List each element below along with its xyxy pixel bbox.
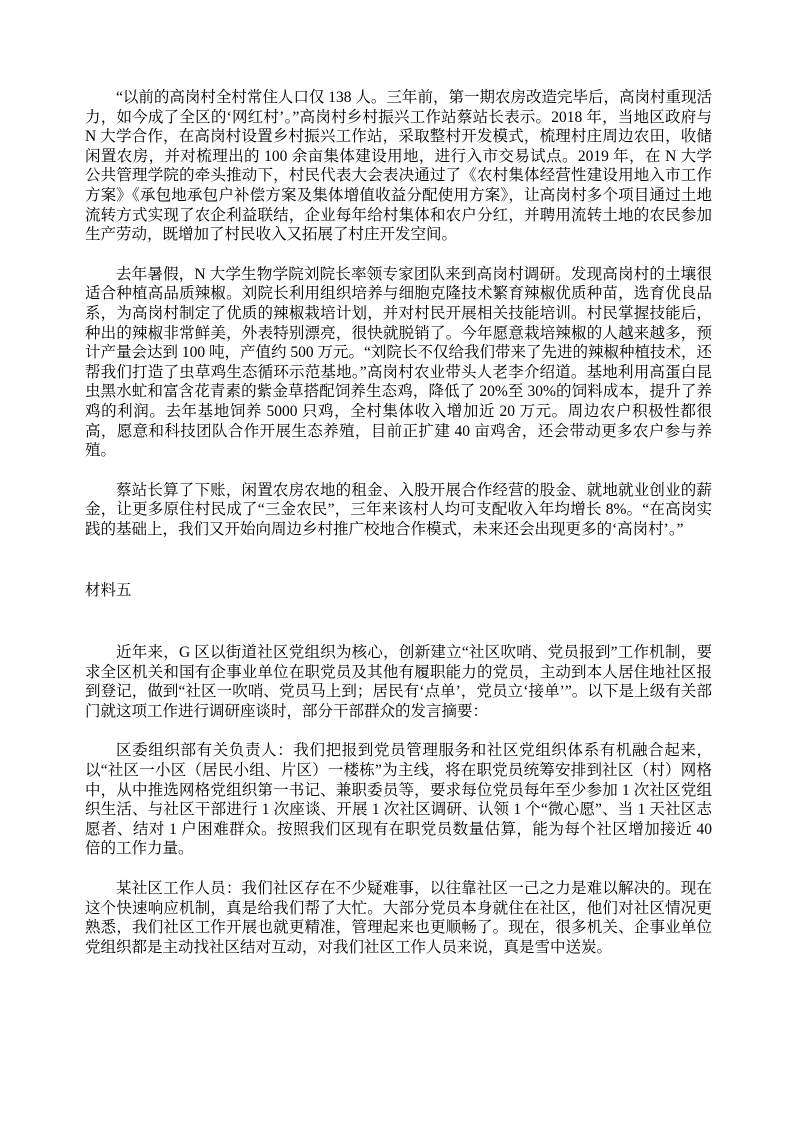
paragraph-chili-and-chicken: 去年暑假，N 大学生物学院刘院长率领专家团队来到高岗村调研。发现高岗村的土壤很适合种植高品质辣椒。刘院长利用组织培养与细胞克隆技术繁育辣椒优质种苗，选育优良品系，为高岗村制定了优质的辣椒栽培计划，并对村民开展相关技能培训。村民掌握技能后，种出的辣椒非常鲜美，外表特别漂亮，很快就脱销了。今年愿意栽培辣椒的人越来越多，预计产量会达到 100 吨，产值约 500 万元。“刘院长不仅给我们带来了先进的辣椒种植技术，还帮我们打造了虫草鸡生态循环示范基地。”高岗村农业带头人老李介绍道。基地利用高蛋白昆虫黑水虻和富含花青素的紫金草搭配饲养生态鸡，降低了 20%至 30%的饲料成本，提升了养鸡的利润。去年基地饲养 5000 只鸡，全村集体收入增加近 20 万元。周边农户积极性都很高，愿意和科技团队合作开展生态养殖，目前正扩建 40 亩鸡舍，还会带动更多农户参与养殖。 xyxy=(85,265,712,460)
paragraph-org-department-speaker: 区委组织部有关负责人：我们把报到党员管理服务和社区党组织体系有机融合起来，以“社区一小区（居民小组、片区）一楼栋”为主线，将在职党员统筹安排到社区（村）网格中，从中推选网格党组织第一书记、兼职委员等，要求每位党员每年至少参加 1 次社区党组织生活、与社区干部进行 1 次座谈、开展 1 次社区调研、认领 1 个“微心愿”、当 1 天社区志愿者、结对 1 户困难群众。按照我们区现有在职党员数量估算，能为每个社区增加接近 40 倍的工作力量。 xyxy=(85,742,712,858)
paragraph-community-worker-speaker: 某社区工作人员：我们社区存在不少疑难事，以往靠社区一己之力是难以解决的。现在这个快速响应机制，真是给我们帮了大忙。大部分党员本身就住在社区，他们对社区情况更熟悉，我们社区工作开展也就更精准，管理起来也更顺畅了。现在，很多机关、企事业单位党组织都是主动找社区结对互动，对我们社区工作人员来说，真是雪中送炭。 xyxy=(85,880,712,956)
paragraph-mechanism-intro: 近年来，G 区以街道社区党组织为核心，创新建立“社区吹哨、党员报到”工作机制，要求全区机关和国有企事业单位在职党员及其他有履职能力的党员，主动到本人居住地社区报到登记，做到“社区一吹哨、党员马上到；居民有‘点单’，党员立‘接单’”。以下是上级有关部门就这项工作进行调研座谈时，部分干部群众的发言摘要： xyxy=(85,644,712,720)
paragraph-three-incomes: 蔡站长算了下账，闲置农房农地的租金、入股开展合作经营的股金、就地就业创业的薪金，让更多原住村民成了“三金农民”，三年来该村人均可支配收入年均增长 8%。“在高岗实践的基础上，我们又开始向周边乡村推广校地合作模式，未来还会出现更多的‘高岗村’。” xyxy=(85,481,712,538)
paragraph-gaogang-intro: “以前的高岗村全村常住人口仅 138 人。三年前，第一期农房改造完毕后，高岗村重现活力，如今成了全区的‘网红村’。”高岗村乡村振兴工作站蔡站长表示。2018 年，当地区政府与 N 大学合作，在高岗村设置乡村振兴工作站，采取整村开发模式，梳理村庄周边农田，收储闲置农房，并对梳理出的 100 余亩集体建设用地，进行入市交易试点。2019 年，在 N 大学公共管理学院的牵头推动下，村民代表大会表决通过了《农村集体经营性建设用地入市工作方案》《承包地承包户补偿方案及集体增值收益分配使用方案》，让高岗村多个项目通过土地流转方式实现了农企利益联结，企业每年给村集体和农户分红，并聘用流转土地的农民参加生产劳动，既增加了村民收入又拓展了村庄开发空间。 xyxy=(85,89,712,244)
section-heading-material-five: 材料五 xyxy=(85,582,132,600)
